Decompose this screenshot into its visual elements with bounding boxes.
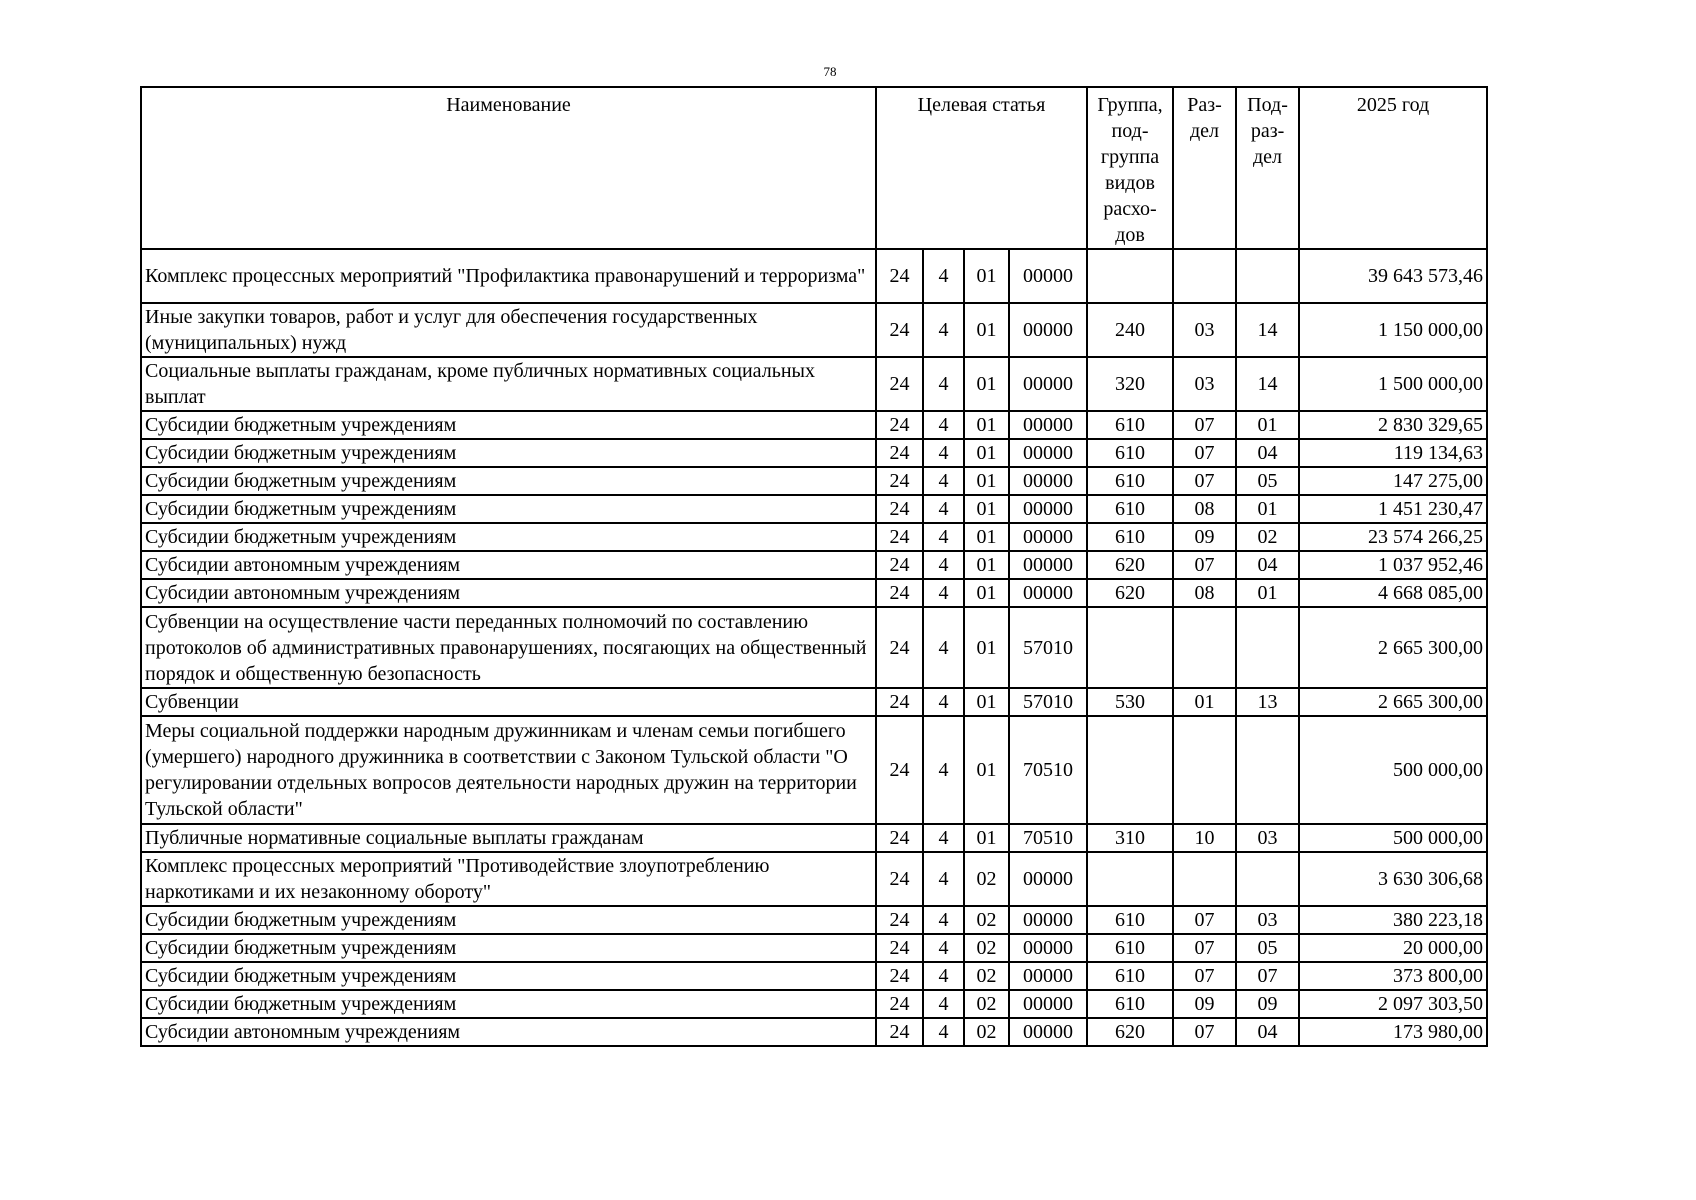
table-row [141,439,1487,467]
expense-group [1087,852,1173,906]
expense-group: 610 [1087,439,1173,467]
table-row [141,934,1487,962]
target-article-part-3: 01 [964,824,1009,852]
budget-table [140,86,1488,1047]
target-article-part-4: 00000 [1009,303,1087,357]
target-article-part-2: 4 [923,523,964,551]
expense-group: 620 [1087,1018,1173,1046]
target-article-part-3: 02 [964,1018,1009,1046]
expense-group: 620 [1087,551,1173,579]
target-article-part-2: 4 [923,467,964,495]
target-article-part-1: 24 [876,551,923,579]
amount-2025: 1 451 230,47 [1299,495,1487,523]
target-article-part-1: 24 [876,439,923,467]
section-code: 09 [1173,990,1236,1018]
row-name: Субвенции на осуществление части переданных полномочий по составлению протоколов об административных правонарушениях, посягающих на общественный порядок и общественную безопасность [141,607,876,688]
target-article-part-2: 4 [923,824,964,852]
subsection-code: 14 [1236,357,1299,411]
amount-2025: 380 223,18 [1299,906,1487,934]
row-name: Субсидии бюджетным учреждениям [141,962,876,990]
target-article-part-2: 4 [923,303,964,357]
row-name: Иные закупки товаров, работ и услуг для обеспечения государственных (муниципальных) нужд [141,303,876,357]
expense-group: 610 [1087,467,1173,495]
target-article-part-3: 01 [964,523,1009,551]
target-article-part-3: 01 [964,716,1009,824]
table-row [141,852,1487,906]
amount-2025: 23 574 266,25 [1299,523,1487,551]
target-article-part-1: 24 [876,357,923,411]
header-subsection: Под- раз- дел [1236,87,1299,249]
expense-group: 610 [1087,495,1173,523]
expense-group: 610 [1087,523,1173,551]
target-article-part-4: 00000 [1009,934,1087,962]
table-row [141,467,1487,495]
subsection-code: 05 [1236,467,1299,495]
amount-2025: 3 630 306,68 [1299,852,1487,906]
header-target-article: Целевая статья [876,87,1087,249]
target-article-part-2: 4 [923,551,964,579]
target-article-part-2: 4 [923,962,964,990]
table-row [141,990,1487,1018]
section-code: 03 [1173,303,1236,357]
section-code [1173,716,1236,824]
target-article-part-2: 4 [923,852,964,906]
target-article-part-4: 00000 [1009,990,1087,1018]
subsection-code: 01 [1236,495,1299,523]
target-article-part-1: 24 [876,934,923,962]
section-code: 07 [1173,1018,1236,1046]
row-name: Субсидии бюджетным учреждениям [141,934,876,962]
target-article-part-2: 4 [923,607,964,688]
target-article-part-1: 24 [876,303,923,357]
target-article-part-3: 02 [964,906,1009,934]
amount-2025: 20 000,00 [1299,934,1487,962]
target-article-part-4: 70510 [1009,824,1087,852]
subsection-code: 04 [1236,551,1299,579]
table-row [141,716,1487,824]
target-article-part-4: 70510 [1009,716,1087,824]
row-name: Субсидии бюджетным учреждениям [141,906,876,934]
target-article-part-2: 4 [923,906,964,934]
row-name: Субвенции [141,688,876,716]
target-article-part-3: 01 [964,249,1009,303]
target-article-part-3: 02 [964,990,1009,1018]
target-article-part-1: 24 [876,495,923,523]
subsection-code [1236,852,1299,906]
table-row [141,824,1487,852]
section-code [1173,607,1236,688]
table-row [141,249,1487,303]
expense-group: 310 [1087,824,1173,852]
amount-2025: 173 980,00 [1299,1018,1487,1046]
target-article-part-1: 24 [876,716,923,824]
row-name: Меры социальной поддержки народным дружинникам и членам семьи погибшего (умершего) народного дружинника в соответствии с Законом Тульской области "О регулировании отдельных вопросов деятельности народных дружин на территории Тульской области" [141,716,876,824]
target-article-part-2: 4 [923,716,964,824]
target-article-part-1: 24 [876,607,923,688]
target-article-part-1: 24 [876,411,923,439]
target-article-part-1: 24 [876,523,923,551]
target-article-part-3: 01 [964,439,1009,467]
table-row [141,551,1487,579]
target-article-part-3: 01 [964,303,1009,357]
target-article-part-4: 00000 [1009,357,1087,411]
section-code: 07 [1173,439,1236,467]
subsection-code: 02 [1236,523,1299,551]
amount-2025: 2 665 300,00 [1299,607,1487,688]
row-name: Комплекс процессных мероприятий "Профилактика правонарушений и терроризма" [141,249,876,303]
target-article-part-1: 24 [876,249,923,303]
target-article-part-2: 4 [923,439,964,467]
section-code: 09 [1173,523,1236,551]
target-article-part-2: 4 [923,990,964,1018]
expense-group: 610 [1087,934,1173,962]
amount-2025: 2 830 329,65 [1299,411,1487,439]
expense-group: 610 [1087,411,1173,439]
target-article-part-2: 4 [923,249,964,303]
section-code: 01 [1173,688,1236,716]
subsection-code: 01 [1236,411,1299,439]
section-code: 07 [1173,962,1236,990]
target-article-part-3: 01 [964,579,1009,607]
row-name: Субсидии бюджетным учреждениям [141,990,876,1018]
subsection-code [1236,607,1299,688]
target-article-part-4: 00000 [1009,467,1087,495]
row-name: Субсидии автономным учреждениям [141,1018,876,1046]
target-article-part-1: 24 [876,824,923,852]
subsection-code: 13 [1236,688,1299,716]
target-article-part-4: 57010 [1009,688,1087,716]
header-row [141,87,1487,249]
expense-group: 320 [1087,357,1173,411]
subsection-code: 01 [1236,579,1299,607]
section-code: 10 [1173,824,1236,852]
target-article-part-4: 00000 [1009,523,1087,551]
expense-group: 620 [1087,579,1173,607]
target-article-part-4: 00000 [1009,439,1087,467]
subsection-code: 04 [1236,1018,1299,1046]
target-article-part-1: 24 [876,467,923,495]
amount-2025: 2 097 303,50 [1299,990,1487,1018]
table-row [141,357,1487,411]
amount-2025: 119 134,63 [1299,439,1487,467]
table-row [141,523,1487,551]
target-article-part-3: 01 [964,551,1009,579]
section-code: 03 [1173,357,1236,411]
amount-2025: 500 000,00 [1299,824,1487,852]
header-section: Раз- дел [1173,87,1236,249]
header-year: 2025 год [1299,87,1487,249]
section-code: 07 [1173,551,1236,579]
amount-2025: 500 000,00 [1299,716,1487,824]
expense-group: 610 [1087,962,1173,990]
expense-group: 530 [1087,688,1173,716]
target-article-part-2: 4 [923,579,964,607]
section-code: 07 [1173,411,1236,439]
amount-2025: 2 665 300,00 [1299,688,1487,716]
row-name: Субсидии бюджетным учреждениям [141,411,876,439]
expense-group [1087,716,1173,824]
target-article-part-1: 24 [876,852,923,906]
target-article-part-3: 01 [964,688,1009,716]
row-name: Социальные выплаты гражданам, кроме публичных нормативных социальных выплат [141,357,876,411]
table-row [141,579,1487,607]
section-code [1173,249,1236,303]
target-article-part-4: 00000 [1009,249,1087,303]
target-article-part-4: 00000 [1009,962,1087,990]
target-article-part-2: 4 [923,357,964,411]
subsection-code: 09 [1236,990,1299,1018]
amount-2025: 39 643 573,46 [1299,249,1487,303]
target-article-part-2: 4 [923,1018,964,1046]
subsection-code: 05 [1236,934,1299,962]
subsection-code [1236,249,1299,303]
target-article-part-1: 24 [876,688,923,716]
section-code: 08 [1173,579,1236,607]
row-name: Субсидии бюджетным учреждениям [141,467,876,495]
target-article-part-1: 24 [876,579,923,607]
target-article-part-4: 00000 [1009,1018,1087,1046]
target-article-part-3: 01 [964,357,1009,411]
amount-2025: 4 668 085,00 [1299,579,1487,607]
amount-2025: 1 037 952,46 [1299,551,1487,579]
row-name: Субсидии автономным учреждениям [141,551,876,579]
expense-group: 610 [1087,906,1173,934]
amount-2025: 373 800,00 [1299,962,1487,990]
subsection-code: 04 [1236,439,1299,467]
target-article-part-3: 02 [964,962,1009,990]
expense-group [1087,249,1173,303]
target-article-part-4: 00000 [1009,411,1087,439]
target-article-part-3: 02 [964,852,1009,906]
section-code: 08 [1173,495,1236,523]
expense-group [1087,607,1173,688]
header-group: Группа, под- группа видов расхо- дов [1087,87,1173,249]
expense-group: 240 [1087,303,1173,357]
target-article-part-4: 00000 [1009,579,1087,607]
table-row [141,607,1487,688]
table-row [141,411,1487,439]
table-row [141,906,1487,934]
target-article-part-4: 00000 [1009,906,1087,934]
target-article-part-2: 4 [923,934,964,962]
target-article-part-3: 01 [964,607,1009,688]
target-article-part-4: 57010 [1009,607,1087,688]
target-article-part-1: 24 [876,1018,923,1046]
subsection-code [1236,716,1299,824]
section-code [1173,852,1236,906]
subsection-code: 14 [1236,303,1299,357]
target-article-part-1: 24 [876,990,923,1018]
subsection-code: 03 [1236,906,1299,934]
expense-group: 610 [1087,990,1173,1018]
subsection-code: 03 [1236,824,1299,852]
subsection-code: 07 [1236,962,1299,990]
target-article-part-2: 4 [923,411,964,439]
row-name: Комплекс процессных мероприятий "Противодействие злоупотреблению наркотиками и их незаконному обороту" [141,852,876,906]
row-name: Субсидии бюджетным учреждениям [141,523,876,551]
target-article-part-1: 24 [876,906,923,934]
row-name: Субсидии бюджетным учреждениям [141,439,876,467]
table-row [141,495,1487,523]
row-name: Субсидии автономным учреждениям [141,579,876,607]
section-code: 07 [1173,467,1236,495]
target-article-part-1: 24 [876,962,923,990]
target-article-part-3: 01 [964,495,1009,523]
row-name: Субсидии бюджетным учреждениям [141,495,876,523]
target-article-part-4: 00000 [1009,495,1087,523]
target-article-part-2: 4 [923,688,964,716]
amount-2025: 147 275,00 [1299,467,1487,495]
target-article-part-3: 01 [964,467,1009,495]
amount-2025: 1 150 000,00 [1299,303,1487,357]
page-number: 78 [823,64,837,79]
target-article-part-3: 02 [964,934,1009,962]
section-code: 07 [1173,906,1236,934]
amount-2025: 1 500 000,00 [1299,357,1487,411]
section-code: 07 [1173,934,1236,962]
table-row [141,1018,1487,1046]
header-name: Наименование [141,87,876,249]
target-article-part-2: 4 [923,495,964,523]
table-row [141,303,1487,357]
row-name: Публичные нормативные социальные выплаты гражданам [141,824,876,852]
target-article-part-3: 01 [964,411,1009,439]
table-row [141,962,1487,990]
table-row [141,688,1487,716]
target-article-part-4: 00000 [1009,551,1087,579]
target-article-part-4: 00000 [1009,852,1087,906]
